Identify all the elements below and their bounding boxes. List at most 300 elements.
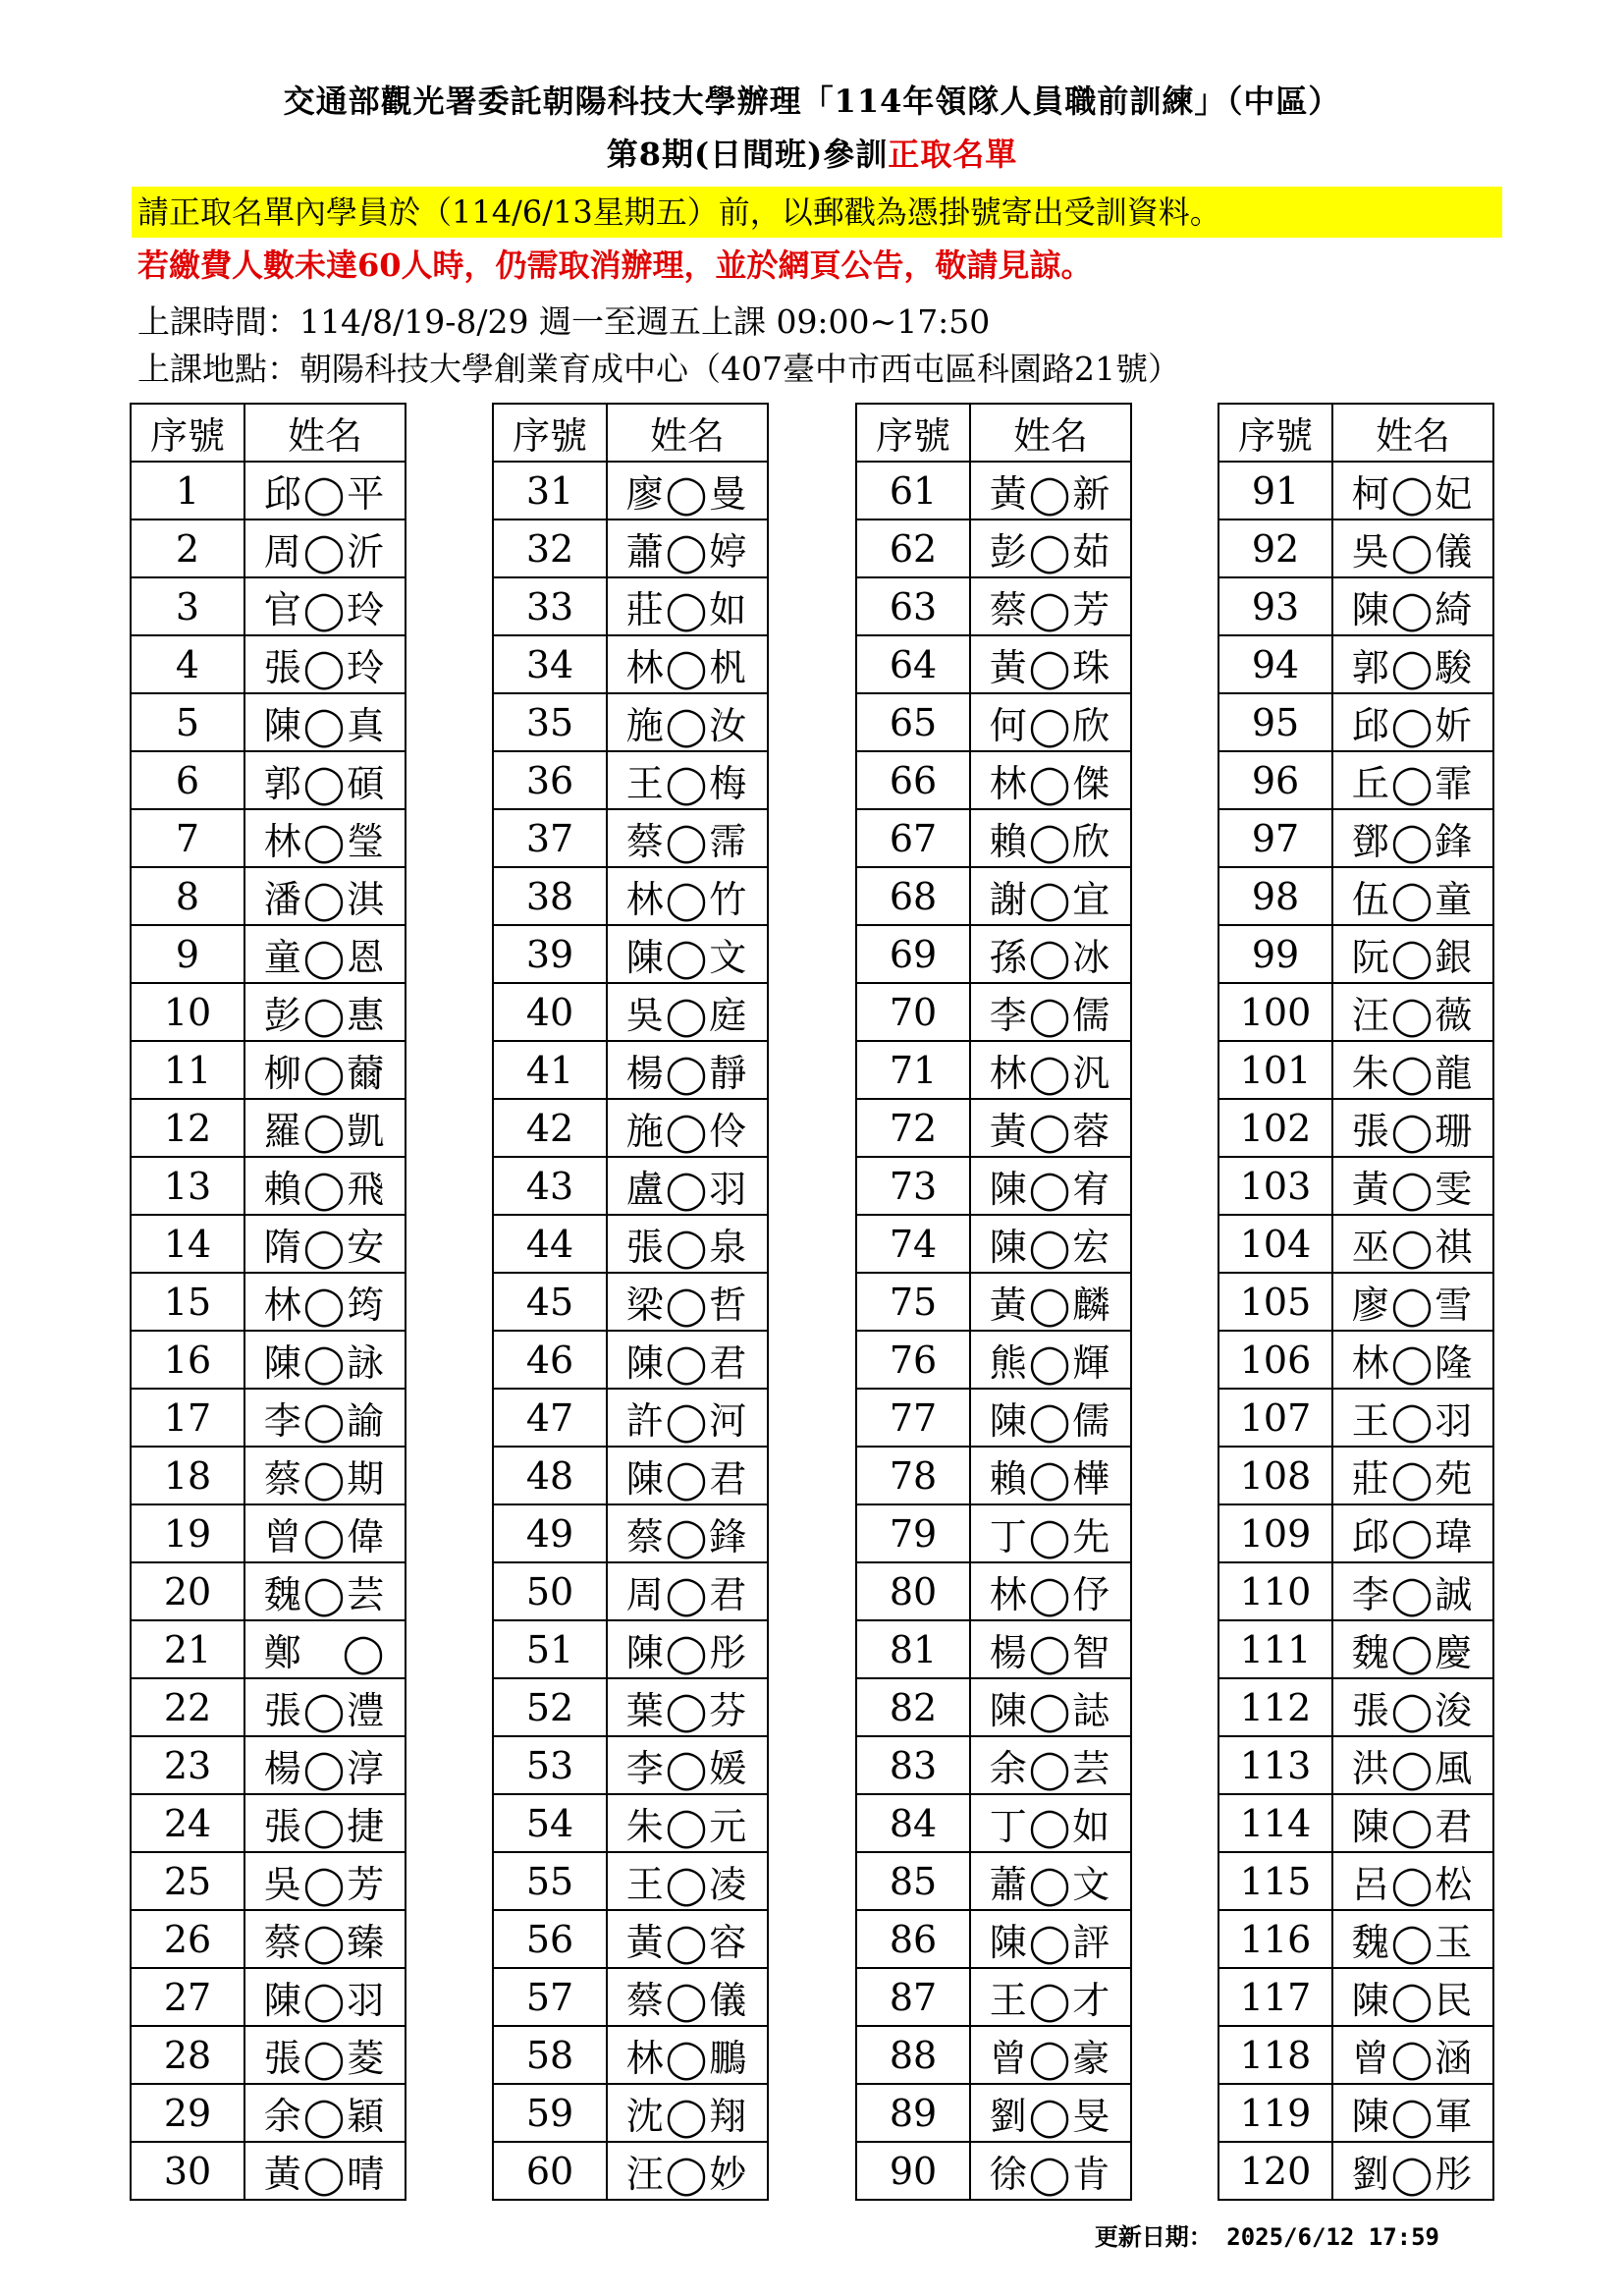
table-row <box>131 2142 406 2200</box>
row-number: 59 <box>493 2084 607 2142</box>
table-row <box>1218 1968 1493 2026</box>
row-number: 19 <box>131 1504 244 1562</box>
table-row <box>856 1562 1131 1620</box>
trainee-name: 朱◯元 <box>607 1794 768 1852</box>
trainee-name: 林◯瑩 <box>244 809 406 867</box>
table-row <box>856 1852 1131 1910</box>
table-row <box>131 635 406 693</box>
table-row <box>856 1447 1131 1504</box>
table-row <box>1218 1910 1493 1968</box>
table-row <box>856 462 1131 519</box>
cancellation-warning: 若繳費人數未達60人時，仍需取消辦理，並於網頁公告，敬請見諒。 <box>137 246 1093 284</box>
trainee-name: 王◯凌 <box>607 1852 768 1910</box>
row-number: 68 <box>856 867 970 925</box>
trainee-name: 黃◯珠 <box>970 635 1131 693</box>
table-row <box>131 519 406 577</box>
row-number: 42 <box>493 1099 607 1157</box>
row-number: 115 <box>1218 1852 1332 1910</box>
row-number: 6 <box>131 751 244 809</box>
row-number: 86 <box>856 1910 970 1968</box>
row-number: 110 <box>1218 1562 1332 1620</box>
row-number: 88 <box>856 2026 970 2084</box>
trainee-name: 張◯珊 <box>1332 1099 1493 1157</box>
trainee-name: 余◯芸 <box>970 1736 1131 1794</box>
table-row <box>1218 1562 1493 1620</box>
table-row <box>1218 983 1493 1041</box>
table-row <box>493 867 768 925</box>
row-number: 102 <box>1218 1099 1332 1157</box>
row-number: 43 <box>493 1157 607 1215</box>
row-number: 105 <box>1218 1273 1332 1331</box>
row-number: 85 <box>856 1852 970 1910</box>
table-row <box>856 577 1131 635</box>
trainee-name: 潘◯淇 <box>244 867 406 925</box>
table-row <box>856 809 1131 867</box>
submission-notice: 請正取名單內學員於（114/6/13星期五）前，以郵戳為憑掛號寄出受訓資料。 <box>132 187 1502 238</box>
table-row <box>856 1041 1131 1099</box>
table-row <box>493 1794 768 1852</box>
table-row <box>493 2026 768 2084</box>
row-number: 72 <box>856 1099 970 1157</box>
table-row <box>856 1794 1131 1852</box>
trainee-name: 彭◯茹 <box>970 519 1131 577</box>
row-number: 94 <box>1218 635 1332 693</box>
table-row <box>1218 1794 1493 1852</box>
row-number: 63 <box>856 577 970 635</box>
trainee-name: 莊◯苑 <box>1332 1447 1493 1504</box>
trainee-name: 吳◯庭 <box>607 983 768 1041</box>
table-row <box>856 1910 1131 1968</box>
header-name: 姓名 <box>1332 404 1493 462</box>
trainee-name: 黃◯晴 <box>244 2142 406 2200</box>
row-number: 111 <box>1218 1620 1332 1678</box>
table-row <box>131 925 406 983</box>
table-row <box>856 925 1131 983</box>
trainee-name: 蕭◯婷 <box>607 519 768 577</box>
trainee-name: 陳◯民 <box>1332 1968 1493 2026</box>
trainee-name: 郭◯駿 <box>1332 635 1493 693</box>
table-row <box>1218 2026 1493 2084</box>
row-number: 31 <box>493 462 607 519</box>
table-row <box>493 1157 768 1215</box>
row-number: 91 <box>1218 462 1332 519</box>
trainee-name: 黃◯容 <box>607 1910 768 1968</box>
trainee-name: 沈◯翔 <box>607 2084 768 2142</box>
table-row <box>1218 1678 1493 1736</box>
page-subtitle <box>0 130 1624 175</box>
table-row <box>131 1099 406 1157</box>
table-row <box>856 1099 1131 1157</box>
trainee-name: 吳◯芳 <box>244 1852 406 1910</box>
table-row <box>493 693 768 751</box>
table-row <box>493 1389 768 1447</box>
row-number: 50 <box>493 1562 607 1620</box>
roster-table-2 <box>492 403 769 2201</box>
row-number: 54 <box>493 1794 607 1852</box>
row-number: 62 <box>856 519 970 577</box>
trainee-name: 施◯伶 <box>607 1099 768 1157</box>
row-number: 11 <box>131 1041 244 1099</box>
trainee-name: 賴◯飛 <box>244 1157 406 1215</box>
trainee-name: 鄧◯鋒 <box>1332 809 1493 867</box>
trainee-name: 賴◯欣 <box>970 809 1131 867</box>
table-row <box>1218 809 1493 867</box>
row-number: 79 <box>856 1504 970 1562</box>
table-row <box>493 462 768 519</box>
table-row <box>131 1852 406 1910</box>
trainee-name: 張◯澧 <box>244 1678 406 1736</box>
row-number: 24 <box>131 1794 244 1852</box>
table-row <box>493 925 768 983</box>
trainee-name: 林◯汎 <box>970 1041 1131 1099</box>
table-row <box>856 751 1131 809</box>
trainee-name: 呂◯松 <box>1332 1852 1493 1910</box>
row-number: 120 <box>1218 2142 1332 2200</box>
table-row <box>131 693 406 751</box>
trainee-name: 阮◯銀 <box>1332 925 1493 983</box>
trainee-name: 王◯梅 <box>607 751 768 809</box>
header-name: 姓名 <box>970 404 1131 462</box>
trainee-name: 周◯沂 <box>244 519 406 577</box>
row-number: 32 <box>493 519 607 577</box>
table-row <box>1218 1736 1493 1794</box>
table-row <box>1218 751 1493 809</box>
trainee-name: 黃◯新 <box>970 462 1131 519</box>
row-number: 67 <box>856 809 970 867</box>
row-number: 114 <box>1218 1794 1332 1852</box>
row-number: 2 <box>131 519 244 577</box>
table-header-row <box>1218 404 1493 462</box>
trainee-name: 張◯浚 <box>1332 1678 1493 1736</box>
row-number: 46 <box>493 1331 607 1389</box>
trainee-name: 邱◯妡 <box>1332 693 1493 751</box>
row-number: 14 <box>131 1215 244 1273</box>
table-row <box>493 2084 768 2142</box>
trainee-name: 黃◯蓉 <box>970 1099 1131 1157</box>
table-row <box>1218 693 1493 751</box>
trainee-name: 汪◯妙 <box>607 2142 768 2200</box>
trainee-name: 施◯汝 <box>607 693 768 751</box>
row-number: 23 <box>131 1736 244 1794</box>
table-row <box>856 2026 1131 2084</box>
table-row <box>856 1157 1131 1215</box>
row-number: 18 <box>131 1447 244 1504</box>
trainee-name: 李◯儒 <box>970 983 1131 1041</box>
row-number: 57 <box>493 1968 607 2026</box>
row-number: 5 <box>131 693 244 751</box>
trainee-name: 莊◯如 <box>607 577 768 635</box>
table-row <box>1218 1852 1493 1910</box>
row-number: 12 <box>131 1099 244 1157</box>
table-row <box>1218 2142 1493 2200</box>
trainee-name: 楊◯靜 <box>607 1041 768 1099</box>
table-row <box>131 2026 406 2084</box>
table-row <box>1218 867 1493 925</box>
table-row <box>131 577 406 635</box>
table-row <box>1218 577 1493 635</box>
row-number: 47 <box>493 1389 607 1447</box>
table-row <box>131 1389 406 1447</box>
row-number: 48 <box>493 1447 607 1504</box>
trainee-name: 何◯欣 <box>970 693 1131 751</box>
trainee-name: 彭◯惠 <box>244 983 406 1041</box>
row-number: 55 <box>493 1852 607 1910</box>
trainee-name: 楊◯淳 <box>244 1736 406 1794</box>
table-row <box>493 809 768 867</box>
row-number: 99 <box>1218 925 1332 983</box>
row-number: 17 <box>131 1389 244 1447</box>
table-row <box>131 1736 406 1794</box>
trainee-name: 曾◯豪 <box>970 2026 1131 2084</box>
table-row <box>1218 925 1493 983</box>
trainee-name: 林◯筠 <box>244 1273 406 1331</box>
trainee-name: 葉◯芬 <box>607 1678 768 1736</box>
trainee-name: 張◯菱 <box>244 2026 406 2084</box>
trainee-name: 張◯泉 <box>607 1215 768 1273</box>
trainee-name: 官◯玲 <box>244 577 406 635</box>
trainee-name: 陳◯宏 <box>970 1215 1131 1273</box>
roster-table-1 <box>130 403 406 2201</box>
trainee-name: 徐◯肯 <box>970 2142 1131 2200</box>
trainee-name: 鄭 ◯ <box>244 1620 406 1678</box>
trainee-name: 柳◯薾 <box>244 1041 406 1099</box>
row-number: 4 <box>131 635 244 693</box>
table-row <box>493 2142 768 2200</box>
table-row <box>493 751 768 809</box>
trainee-name: 林◯竹 <box>607 867 768 925</box>
table-row <box>493 1910 768 1968</box>
row-number: 53 <box>493 1736 607 1794</box>
row-number: 74 <box>856 1215 970 1273</box>
table-row <box>856 1968 1131 2026</box>
row-number: 27 <box>131 1968 244 2026</box>
trainee-name: 梁◯哲 <box>607 1273 768 1331</box>
trainee-name: 洪◯風 <box>1332 1736 1493 1794</box>
trainee-name: 丘◯霏 <box>1332 751 1493 809</box>
row-number: 39 <box>493 925 607 983</box>
row-number: 9 <box>131 925 244 983</box>
trainee-name: 蔡◯霈 <box>607 809 768 867</box>
table-row <box>493 1273 768 1331</box>
row-number: 28 <box>131 2026 244 2084</box>
trainee-name: 盧◯羽 <box>607 1157 768 1215</box>
row-number: 45 <box>493 1273 607 1331</box>
table-row <box>131 1331 406 1389</box>
row-number: 8 <box>131 867 244 925</box>
trainee-name: 陳◯評 <box>970 1910 1131 1968</box>
roster-table-4 <box>1218 403 1494 2201</box>
row-number: 84 <box>856 1794 970 1852</box>
trainee-name: 蔡◯期 <box>244 1447 406 1504</box>
trainee-name: 林◯傑 <box>970 751 1131 809</box>
header-number: 序號 <box>493 404 607 462</box>
row-number: 44 <box>493 1215 607 1273</box>
table-row <box>856 1331 1131 1389</box>
table-row <box>856 635 1131 693</box>
row-number: 82 <box>856 1678 970 1736</box>
trainee-name: 丁◯如 <box>970 1794 1131 1852</box>
row-number: 98 <box>1218 867 1332 925</box>
row-number: 36 <box>493 751 607 809</box>
table-row <box>856 1389 1131 1447</box>
table-row <box>493 1504 768 1562</box>
row-number: 65 <box>856 693 970 751</box>
row-number: 64 <box>856 635 970 693</box>
row-number: 108 <box>1218 1447 1332 1504</box>
table-header-row <box>493 404 768 462</box>
row-number: 22 <box>131 1678 244 1736</box>
table-row <box>1218 1273 1493 1331</box>
row-number: 70 <box>856 983 970 1041</box>
trainee-name: 蔡◯臻 <box>244 1910 406 1968</box>
row-number: 33 <box>493 577 607 635</box>
row-number: 29 <box>131 2084 244 2142</box>
trainee-name: 孫◯冰 <box>970 925 1131 983</box>
trainee-name: 汪◯薇 <box>1332 983 1493 1041</box>
table-row <box>1218 462 1493 519</box>
header-name: 姓名 <box>244 404 406 462</box>
row-number: 80 <box>856 1562 970 1620</box>
trainee-name: 陳◯誌 <box>970 1678 1131 1736</box>
trainee-name: 曾◯偉 <box>244 1504 406 1562</box>
trainee-name: 巫◯祺 <box>1332 1215 1493 1273</box>
table-row <box>131 1562 406 1620</box>
trainee-name: 邱◯瑋 <box>1332 1504 1493 1562</box>
row-number: 97 <box>1218 809 1332 867</box>
trainee-name: 劉◯彤 <box>1332 2142 1493 2200</box>
table-row <box>131 1968 406 2026</box>
trainee-name: 黃◯雯 <box>1332 1157 1493 1215</box>
table-row <box>493 1041 768 1099</box>
row-number: 1 <box>131 462 244 519</box>
row-number: 3 <box>131 577 244 635</box>
trainee-name: 林◯伃 <box>970 1562 1131 1620</box>
row-number: 71 <box>856 1041 970 1099</box>
row-number: 26 <box>131 1910 244 1968</box>
table-row <box>856 867 1131 925</box>
table-row <box>1218 1389 1493 1447</box>
table-row <box>131 1910 406 1968</box>
row-number: 103 <box>1218 1157 1332 1215</box>
table-row <box>1218 1099 1493 1157</box>
trainee-name: 吳◯儀 <box>1332 519 1493 577</box>
row-number: 34 <box>493 635 607 693</box>
row-number: 89 <box>856 2084 970 2142</box>
header-number: 序號 <box>856 404 970 462</box>
table-row <box>1218 2084 1493 2142</box>
trainee-name: 林◯鵬 <box>607 2026 768 2084</box>
trainee-name: 陳◯羽 <box>244 1968 406 2026</box>
table-row <box>493 1562 768 1620</box>
trainee-name: 魏◯芸 <box>244 1562 406 1620</box>
table-row <box>856 1273 1131 1331</box>
trainee-name: 楊◯智 <box>970 1620 1131 1678</box>
trainee-name: 陳◯詠 <box>244 1331 406 1389</box>
class-time: 上課時間：114/8/19-8/29 週一至週五上課 09:00~17:50 <box>137 302 991 341</box>
table-row <box>131 751 406 809</box>
trainee-name: 李◯誠 <box>1332 1562 1493 1620</box>
row-number: 73 <box>856 1157 970 1215</box>
table-row <box>1218 1215 1493 1273</box>
table-row <box>131 867 406 925</box>
trainee-name: 林◯杋 <box>607 635 768 693</box>
trainee-name: 余◯穎 <box>244 2084 406 2142</box>
row-number: 49 <box>493 1504 607 1562</box>
trainee-name: 陳◯儒 <box>970 1389 1131 1447</box>
header-name: 姓名 <box>607 404 768 462</box>
row-number: 58 <box>493 2026 607 2084</box>
table-row <box>493 1215 768 1273</box>
trainee-name: 林◯隆 <box>1332 1331 1493 1389</box>
trainee-name: 伍◯童 <box>1332 867 1493 925</box>
trainee-name: 郭◯碩 <box>244 751 406 809</box>
table-row <box>856 2142 1131 2200</box>
table-row <box>131 1447 406 1504</box>
trainee-name: 邱◯平 <box>244 462 406 519</box>
trainee-name: 隋◯安 <box>244 1215 406 1273</box>
row-number: 15 <box>131 1273 244 1331</box>
row-number: 13 <box>131 1157 244 1215</box>
trainee-name: 陳◯宥 <box>970 1157 1131 1215</box>
row-number: 81 <box>856 1620 970 1678</box>
row-number: 93 <box>1218 577 1332 635</box>
row-number: 87 <box>856 1968 970 2026</box>
trainee-name: 蔡◯鋒 <box>607 1504 768 1562</box>
table-row <box>856 983 1131 1041</box>
row-number: 35 <box>493 693 607 751</box>
trainee-name: 陳◯君 <box>607 1447 768 1504</box>
table-row <box>493 1852 768 1910</box>
trainee-name: 廖◯曼 <box>607 462 768 519</box>
row-number: 51 <box>493 1620 607 1678</box>
row-number: 106 <box>1218 1331 1332 1389</box>
row-number: 41 <box>493 1041 607 1099</box>
table-row <box>856 2084 1131 2142</box>
row-number: 40 <box>493 983 607 1041</box>
trainee-name: 陳◯綺 <box>1332 577 1493 635</box>
subtitle-prefix: 第8期(日間班)參訓 <box>606 136 889 173</box>
row-number: 69 <box>856 925 970 983</box>
subtitle-highlight: 正取名單 <box>888 136 1018 173</box>
table-row <box>493 1099 768 1157</box>
trainee-name: 陳◯君 <box>1332 1794 1493 1852</box>
row-number: 37 <box>493 809 607 867</box>
table-header-row <box>856 404 1131 462</box>
trainee-name: 柯◯妃 <box>1332 462 1493 519</box>
trainee-name: 羅◯凱 <box>244 1099 406 1157</box>
trainee-name: 丁◯先 <box>970 1504 1131 1562</box>
trainee-name: 陳◯文 <box>607 925 768 983</box>
trainee-name: 劉◯旻 <box>970 2084 1131 2142</box>
row-number: 16 <box>131 1331 244 1389</box>
row-number: 101 <box>1218 1041 1332 1099</box>
table-row <box>1218 519 1493 577</box>
row-number: 96 <box>1218 751 1332 809</box>
row-number: 109 <box>1218 1504 1332 1562</box>
row-number: 10 <box>131 983 244 1041</box>
trainee-name: 陳◯君 <box>607 1331 768 1389</box>
row-number: 61 <box>856 462 970 519</box>
row-number: 7 <box>131 809 244 867</box>
table-row <box>131 462 406 519</box>
trainee-name: 李◯媛 <box>607 1736 768 1794</box>
table-row <box>131 1273 406 1331</box>
trainee-name: 蕭◯文 <box>970 1852 1131 1910</box>
trainee-name: 陳◯軍 <box>1332 2084 1493 2142</box>
row-number: 52 <box>493 1678 607 1736</box>
row-number: 112 <box>1218 1678 1332 1736</box>
row-number: 104 <box>1218 1215 1332 1273</box>
